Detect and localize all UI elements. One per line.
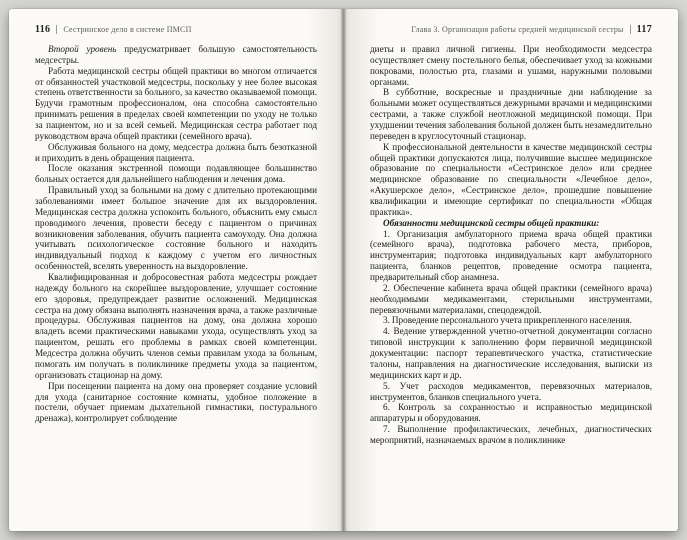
running-title-left: Сестринское дело в системе ПМСП <box>63 25 192 34</box>
page-body-left <box>35 44 317 424</box>
page-body-right <box>370 44 652 446</box>
duty-item: 1. Организация амбулаторного приема врача общей практики (семейного врача), подготовка рабочего места, приборов, инструментария; подготовка индивидуальных карт амбулаторного пациента, бланков рецептов, проведение осмотра пациента, предварительный сбор анамнеза. <box>370 228 652 283</box>
body-paragraph <box>35 44 317 66</box>
running-head-right <box>370 24 652 35</box>
running-head-left <box>35 24 317 35</box>
italic-lead: Второй уровень <box>48 44 117 54</box>
duty-item: 7. Выполнение профилактических, лечебных, диагностических мероприятий, назначаемых врачом в поликлинике <box>370 424 652 445</box>
body-paragraph: В субботние, воскресные и праздничные дни наблюдение за больными может осуществляться дежурными врачами и медицинскими сестрами, а также службой неотложной медицинской помощи. При ухудшении течения заболевания больной должен быть незамедлительно переведен в круглосуточный стационар. <box>370 87 652 141</box>
duties-heading: Обязанности медицинской сестры общей практики: <box>383 217 600 228</box>
book-spread <box>9 9 678 531</box>
duty-item: 6. Контроль за сохранностью и исправностью медицинской аппаратуры и оборудования. <box>370 402 652 424</box>
header-divider-left <box>56 25 57 34</box>
duty-item: 3. Проведение персонального учета прикрепленного населения. <box>383 315 632 326</box>
body-paragraph: После оказания экстренной помощи подавляющее большинство больных остается для дальнейшего наблюдения и лечения дома. <box>35 163 317 185</box>
header-divider-right <box>630 25 631 34</box>
running-title-right: Глава 3. Организация работы средней медицинской сестры <box>411 25 624 34</box>
body-paragraph: Работа медицинской сестры общей практики во многом отличается от обязанностей участковой медсестры, поскольку у нее более высокая степень ответственности за больного, за качество оказываемой помощи. Будучи грамотным профессионалом, она способна самостоятельно принимать решения в пределах своей компетенции по уходу не только за пациентом, но и за всей семьей. Медицинская сестра работает под руководством врача общей практики (семейного врача). <box>35 65 317 141</box>
duty-item: 4. Ведение утвержденной учетно-отчетной документации согласно типовой инструкции к заполнению форм первичной медицинской документации: паспорт терапевтического участка, статистические талоны, направления на диагностические исследования, выписки из медицинских карт и др. <box>370 326 652 380</box>
page-number-left: 116 <box>35 24 51 35</box>
duty-item: 5. Учет расходов медикаментов, перевязочных материалов, инструментов, бланков специального учета. <box>370 380 652 402</box>
body-paragraph: Правильный уход за больными на дому с длительно протекающими заболеваниями имеет большое значение для их выздоровления. Медицинская сестра должна успокоить больного, объяснить ему смысл проводимого лечения, провести беседу с пациентом о причинах возникновения заболевания, обучить пациента самоуходу. Она должна учитывать психологическое состояние больного и находить индивидуальный подход к каждому с учетом его личностных особенностей, вселять уверенность на выздоровление. <box>35 185 317 272</box>
page-right <box>346 9 678 531</box>
body-paragraph: Квалифицированная и добросовестная работа медсестры рождает надежду больного на скорейшее выздоровление, улучшает состояние его здоровья, предупреждает развитие осложнений. Медицинская сестра на дому обязана выполнять назначения врача, а также различные процедуры. Обслуживая пациентов на дому, она должна хорошо владеть всеми практическими навыками ухода, осуществлять уход за пациентом, решать его проблемы в рамках своей компетенции. Медсестра должна обучить членов семьи правилам ухода за больным, помогать им получать в поликлинике предметы ухода за пациентом, организовать стационар на дому. <box>35 272 317 380</box>
body-paragraph: К профессиональной деятельности в качестве медицинской сестры общей практики допускаются лица, получившие высшее медицинское образование по специальности «Сестринское дело» или среднее медицинское образование по специальности «Лечебное дело», «Акушерское дело», «Сестринское дело», прошедшие повышение квалификации и имеющие сертификат по специальности «Общая практика». <box>370 141 652 217</box>
page-left <box>9 9 341 531</box>
body-paragraph: Обслуживая больного на дому, медсестра должна быть безотказной и приходить в день обращения пациента. <box>35 141 317 163</box>
body-paragraph-continued: диеты и правил личной гигиены. При необходимости медсестра осуществляет смену постельного белья, обеспечивает уход за кожными покровами, полостью рта, глазами и ушами, наружными половыми органами. <box>370 44 652 87</box>
paragraph-text: предусматривает большую самостоятельность медсестры. <box>35 44 317 65</box>
page-number-right: 117 <box>636 24 652 35</box>
body-paragraph: При посещении пациента на дому она проверяет создание условий для ухода (санитарное состояние комнаты, удобное положение в постели, обучает приемам дыхательной гимнастики, постурального дренажа), контролирует соблюдение <box>35 380 317 424</box>
duty-item: 2. Обеспечение кабинета врача общей практики (семейного врача) необходимыми медикаментами, стерильными инструментами, перевязочными материалами, спецодеждой. <box>370 282 652 315</box>
